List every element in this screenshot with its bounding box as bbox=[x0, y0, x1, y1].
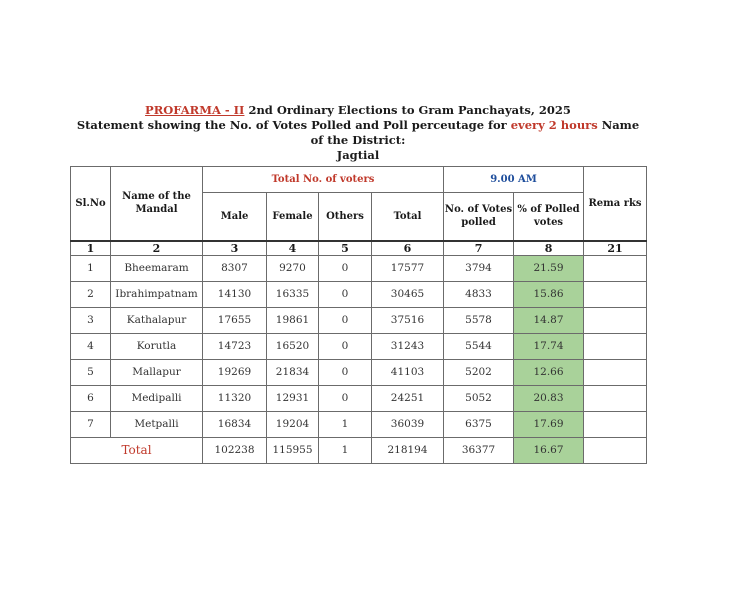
col-header-male: Male bbox=[203, 193, 267, 241]
cell-votes-polled: 4833 bbox=[444, 281, 514, 307]
cell-pct-polled: 17.69 bbox=[514, 411, 584, 437]
cell-remarks bbox=[584, 359, 647, 385]
table-row bbox=[71, 333, 647, 359]
cell-remarks bbox=[584, 281, 647, 307]
cell-total: 31243 bbox=[372, 333, 444, 359]
col-number: 8 bbox=[514, 241, 584, 256]
cell-votes-polled: 5544 bbox=[444, 333, 514, 359]
election-statement bbox=[70, 103, 646, 464]
total-female: 115955 bbox=[267, 437, 319, 463]
col-header-total: Total bbox=[372, 193, 444, 241]
col-number: 7 bbox=[444, 241, 514, 256]
cell-votes-polled: 3794 bbox=[444, 255, 514, 281]
col-number: 2 bbox=[111, 241, 203, 256]
total-row bbox=[71, 437, 647, 463]
cell-male: 11320 bbox=[203, 385, 267, 411]
cell-mandal: Bheemaram bbox=[111, 255, 203, 281]
table-row bbox=[71, 307, 647, 333]
col-number: 1 bbox=[71, 241, 111, 256]
cell-male: 17655 bbox=[203, 307, 267, 333]
cell-female: 16335 bbox=[267, 281, 319, 307]
total-others: 1 bbox=[319, 437, 372, 463]
cell-slno: 7 bbox=[71, 411, 111, 437]
cell-total: 37516 bbox=[372, 307, 444, 333]
cell-others: 0 bbox=[319, 385, 372, 411]
total-total: 218194 bbox=[372, 437, 444, 463]
cell-female: 9270 bbox=[267, 255, 319, 281]
cell-total: 17577 bbox=[372, 255, 444, 281]
table-row bbox=[71, 411, 647, 437]
proforma-label: PROFARMA - II bbox=[145, 103, 245, 117]
col-header-others: Others bbox=[319, 193, 372, 241]
cell-female: 19204 bbox=[267, 411, 319, 437]
title-line-2 bbox=[70, 118, 646, 148]
cell-pct-polled: 17.74 bbox=[514, 333, 584, 359]
cell-male: 14130 bbox=[203, 281, 267, 307]
cell-mandal: Mallapur bbox=[111, 359, 203, 385]
col-number: 6 bbox=[372, 241, 444, 256]
cell-slno: 1 bbox=[71, 255, 111, 281]
cell-mandal: Korutla bbox=[111, 333, 203, 359]
table-row bbox=[71, 281, 647, 307]
cell-female: 12931 bbox=[267, 385, 319, 411]
cell-remarks bbox=[584, 255, 647, 281]
cell-pct-polled: 21.59 bbox=[514, 255, 584, 281]
cell-female: 19861 bbox=[267, 307, 319, 333]
cell-pct-polled: 12.66 bbox=[514, 359, 584, 385]
col-header-remarks: Rema rks bbox=[584, 167, 647, 241]
district-name: Jagtial bbox=[336, 148, 380, 162]
cell-votes-polled: 6375 bbox=[444, 411, 514, 437]
cell-pct-polled: 15.86 bbox=[514, 281, 584, 307]
cell-others: 0 bbox=[319, 333, 372, 359]
cell-male: 19269 bbox=[203, 359, 267, 385]
cell-female: 16520 bbox=[267, 333, 319, 359]
cell-others: 0 bbox=[319, 359, 372, 385]
cell-slno: 4 bbox=[71, 333, 111, 359]
cell-others: 0 bbox=[319, 255, 372, 281]
title-text: 2nd Ordinary Elections to Gram Panchayats, 2025 bbox=[244, 103, 571, 117]
col-number: 21 bbox=[584, 241, 647, 256]
votes-table bbox=[70, 166, 647, 464]
cell-male: 16834 bbox=[203, 411, 267, 437]
col-number: 4 bbox=[267, 241, 319, 256]
cell-remarks bbox=[584, 333, 647, 359]
cell-male: 8307 bbox=[203, 255, 267, 281]
cell-mandal: Metpalli bbox=[111, 411, 203, 437]
cell-female: 21834 bbox=[267, 359, 319, 385]
title-line-1 bbox=[70, 103, 646, 118]
cell-pct-polled: 14.87 bbox=[514, 307, 584, 333]
cell-total: 24251 bbox=[372, 385, 444, 411]
col-number: 5 bbox=[319, 241, 372, 256]
col-number: 3 bbox=[203, 241, 267, 256]
cell-votes-polled: 5578 bbox=[444, 307, 514, 333]
col-header-total-voters: Total No. of voters bbox=[203, 167, 444, 193]
subtitle-text: Statement showing the No. of Votes Polled and Poll perceutage for bbox=[76, 118, 511, 132]
col-header-votes-polled: No. of Votes polled bbox=[444, 193, 514, 241]
cell-mandal: Medipalli bbox=[111, 385, 203, 411]
cell-pct-polled: 20.83 bbox=[514, 385, 584, 411]
cell-male: 14723 bbox=[203, 333, 267, 359]
total-pct-polled: 16.67 bbox=[514, 437, 584, 463]
col-header-pct-polled: % of Polled votes bbox=[514, 193, 584, 241]
cell-slno: 3 bbox=[71, 307, 111, 333]
cell-others: 0 bbox=[319, 307, 372, 333]
total-votes-polled: 36377 bbox=[444, 437, 514, 463]
column-number-row bbox=[71, 241, 647, 256]
cell-slno: 2 bbox=[71, 281, 111, 307]
cell-slno: 5 bbox=[71, 359, 111, 385]
cell-votes-polled: 5052 bbox=[444, 385, 514, 411]
col-header-mandal: Name of the Mandal bbox=[111, 167, 203, 241]
interval-highlight: every 2 hours bbox=[510, 118, 598, 132]
col-header-time: 9.00 AM bbox=[444, 167, 584, 193]
table-row bbox=[71, 255, 647, 281]
total-male: 102238 bbox=[203, 437, 267, 463]
cell-remarks bbox=[584, 411, 647, 437]
col-header-female: Female bbox=[267, 193, 319, 241]
cell-votes-polled: 5202 bbox=[444, 359, 514, 385]
cell-others: 1 bbox=[319, 411, 372, 437]
col-header-slno: Sl.No bbox=[71, 167, 111, 241]
cell-remarks bbox=[584, 307, 647, 333]
cell-total: 41103 bbox=[372, 359, 444, 385]
cell-mandal: Ibrahimpatnam bbox=[111, 281, 203, 307]
total-label: Total bbox=[71, 437, 203, 463]
table-row bbox=[71, 359, 647, 385]
cell-mandal: Kathalapur bbox=[111, 307, 203, 333]
district-label: Name of the District: bbox=[310, 118, 640, 147]
table-row bbox=[71, 385, 647, 411]
cell-total: 30465 bbox=[372, 281, 444, 307]
cell-remarks bbox=[584, 385, 647, 411]
cell-total: 36039 bbox=[372, 411, 444, 437]
cell-slno: 6 bbox=[71, 385, 111, 411]
cell-others: 0 bbox=[319, 281, 372, 307]
total-remarks bbox=[584, 437, 647, 463]
